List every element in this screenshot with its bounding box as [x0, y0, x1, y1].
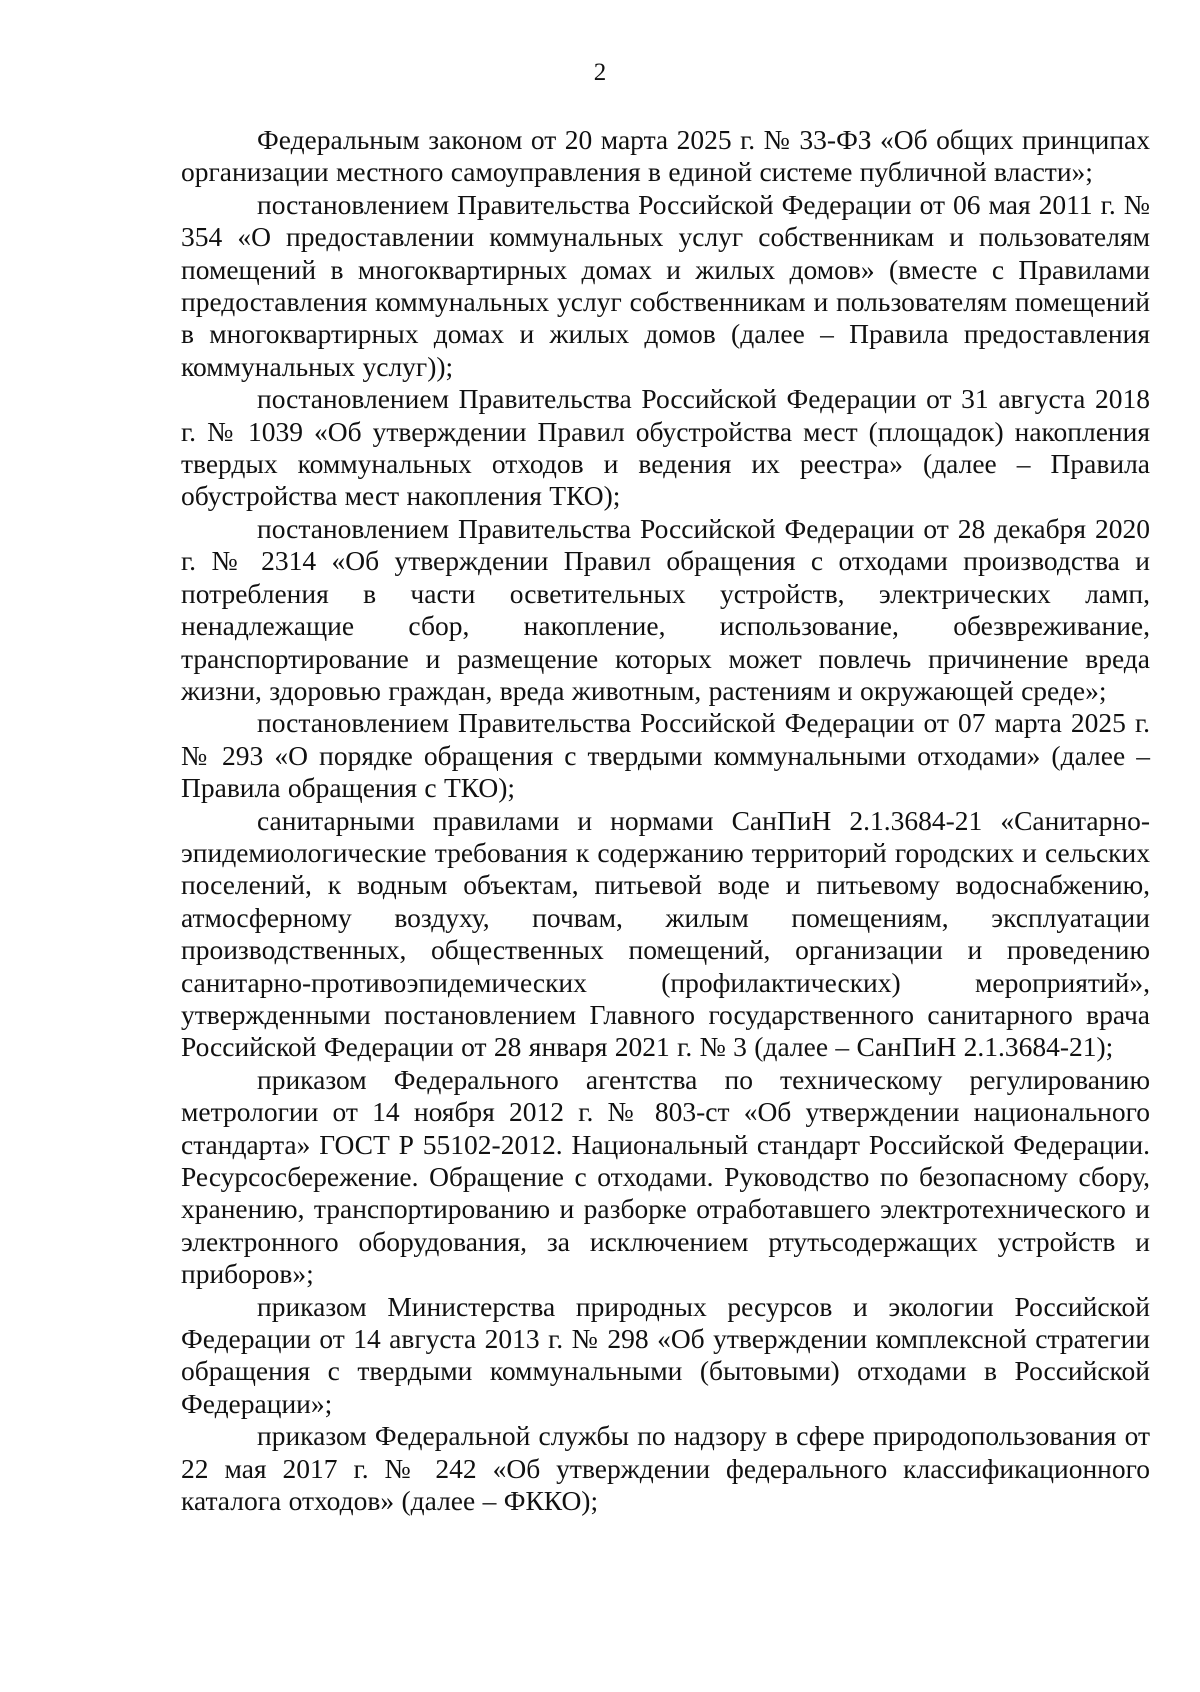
document-body — [181, 124, 1150, 1517]
paragraph-order-298: приказом Министерства природных ресурсов и экологии Российской Федерации от 14 августа 2013 г. № 298 «Об утверждении комплексной стратегии обращения с твердыми коммунальными (бытовыми) отходами в Российской Федерации»; — [181, 1290, 1150, 1419]
paragraph-resolution-354: постановлением Правительства Российской Федерации от 06 мая 2011 г. № 354 «О предоставлении коммунальных услуг собственникам и пользователям помещений в многоквартирных домах и жилых домов» (вместе с Правилами предоставления коммунальных услуг собственникам и пользователям помещений в многоквартирных домах и жилых домов (далее – Правила предоставления коммунальных услуг)); — [181, 188, 1150, 382]
paragraph-sanpin: санитарными правилами и нормами СанПиН 2.1.3684-21 «Санитарно-эпидемиологические требования к содержанию территорий городских и сельских поселений, к водным объектам, питьевой воде и питьевому водоснабжению, атмосферному воздуху, почвам, жилым помещениям, эксплуатации производственных, общественных помещений, организации и проведению санитарно-противоэпидемических (профилактических) мероприятий», утвержденными постановлением Главного государственного санитарного врача Российской Федерации от 28 января 2021 г. № 3 (далее – СанПиН 2.1.3684-21); — [181, 804, 1150, 1063]
paragraph-order-803: приказом Федерального агентства по техническому регулированию метрологии от 14 ноября 2012 г. № 803-ст «Об утверждении национального стандарта» ГОСТ Р 55102-2012. Национальный стандарт Российской Федерации. Ресурсосбережение. Обращение с отходами. Руководство по безопасному сбору, хранению, транспортированию и разборке отработавшего электротехнического и электронного оборудования, за исключением ртутьсодержащих устройств и приборов»; — [181, 1063, 1150, 1290]
page-number: 2 — [593, 59, 607, 86]
paragraph-order-242: приказом Федеральной службы по надзору в сфере природопользования от 22 мая 2017 г. № 242 «Об утверждении федерального классификационного каталога отходов» (далее – ФККО); — [181, 1420, 1150, 1517]
paragraph-resolution-2314: постановлением Правительства Российской Федерации от 28 декабря 2020 г. № 2314 «Об утверждении Правил обращения с отходами производства и потребления в части осветительных устройств, электрических ламп, ненадлежащие сбор, накопление, использование, обезвреживание, транспортирование и размещение которых может повлечь причинение вреда жизни, здоровью граждан, вреда животным, растениям и окружающей среде»; — [181, 512, 1150, 706]
paragraph-resolution-1039: постановлением Правительства Российской Федерации от 31 августа 2018 г. № 1039 «Об утверждении Правил обустройства мест (площадок) накопления твердых коммунальных отходов и ведения их реестра» (далее – Правила обустройства мест накопления ТКО); — [181, 383, 1150, 512]
paragraph-federal-law-33: Федеральным законом от 20 марта 2025 г. № 33-ФЗ «Об общих принципах организации местного самоуправления в единой системе публичной власти»; — [181, 124, 1150, 188]
paragraph-resolution-293: постановлением Правительства Российской Федерации от 07 марта 2025 г. № 293 «О порядке обращения с твердыми коммунальными отходами» (далее – Правила обращения с ТКО); — [181, 707, 1150, 804]
